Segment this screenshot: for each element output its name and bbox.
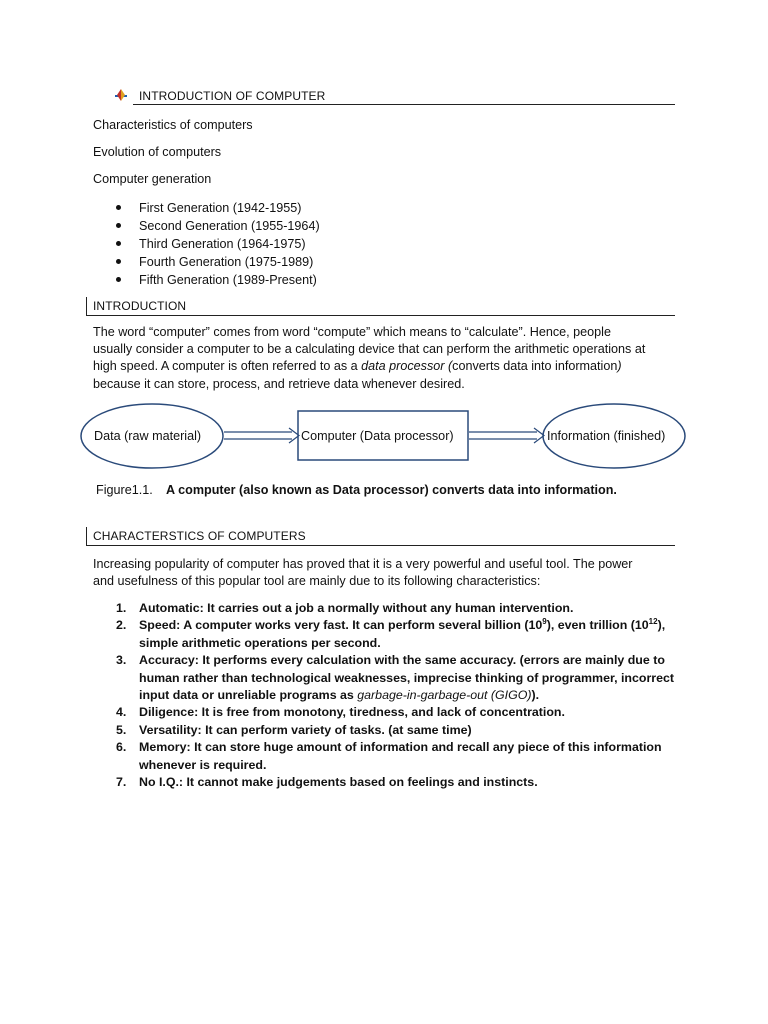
diagram-input-label: Data (raw material)	[94, 429, 202, 443]
diagram-process-label: Computer (Data processor)	[301, 429, 454, 443]
list-item: 5. Versatility: It can perform variety of tasks. (at same time)	[116, 722, 472, 737]
intro-paragraph	[93, 324, 645, 393]
topic-characteristics: Characteristics of computers	[93, 118, 253, 132]
char-heading-bar	[86, 527, 87, 545]
characteristics-list	[116, 600, 674, 791]
list-item: 2. Speed: A computer works very fast. It can perform several billion $(10^9)$, even trillion $(10^{12})$, simple arithmetic operations per second.	[116, 617, 666, 650]
figure-caption: A computer (also known as Data processor) converts data into information.	[166, 483, 617, 497]
characteristics-heading: CHARACTERSTICS OF COMPUTERS	[93, 529, 306, 543]
char-heading-rule	[86, 545, 675, 546]
list-item: Third Generation (1964-1975)	[116, 235, 320, 253]
intro-heading-rule	[86, 315, 675, 316]
list-item: 4. Diligence: It is free from monotony, tiredness, and lack of concentration.	[116, 705, 565, 720]
list-item: 3. Accuracy: It performs every calculation with the same accuracy. (errors are mainly due to human rather than technological weaknesses, imprecise thinking of programmer, incorrect input data or unreliable programs as garbage-in-garbage-out (GIGO)).	[116, 653, 675, 703]
bullet-icon	[116, 241, 121, 246]
arrow-2-icon	[469, 428, 544, 443]
bullet-icon	[116, 223, 121, 228]
char-line-2: and usefulness of this popular tool are mainly due to its following characteristics:	[93, 574, 541, 589]
bullet-icon	[116, 205, 121, 210]
list-item: Second Generation (1955-1964)	[116, 217, 320, 235]
list-item: 6. Memory: It can store huge amount of information and recall any piece of this information whenever is required.	[116, 740, 662, 772]
list-item: Fifth Generation (1989-Present)	[116, 271, 320, 289]
figure-label: Figure1.1.	[96, 483, 153, 497]
arrow-1-icon	[224, 428, 299, 443]
list-item: Fourth Generation (1975-1989)	[116, 253, 320, 271]
bullet-icon	[116, 259, 121, 264]
page-title: INTRODUCTION OF COMPUTER	[139, 89, 326, 103]
list-item: 1. Automatic: It carries out a job a normally without any human intervention.	[116, 601, 574, 615]
intro-heading-bar	[86, 297, 87, 315]
intro-line-3: high speed. A computer is often referred to as a data processor (converts data into information)	[93, 359, 622, 374]
diagram-output-label: Information (finished)	[547, 429, 666, 443]
bullet-icon	[116, 277, 121, 282]
topic-evolution: Evolution of computers	[93, 145, 222, 159]
list-item: First Generation (1942-1955)	[116, 199, 320, 217]
intro-line-2: usually consider a computer to be a calculating device that can perform the arithmetic operations at	[93, 342, 646, 357]
title-underline	[133, 104, 675, 105]
char-line-1: Increasing popularity of computer has proved that it is a very powerful and useful tool. The power	[93, 557, 633, 571]
generation-list	[116, 199, 320, 289]
intro-heading: INTRODUCTION	[93, 299, 187, 313]
intro-line-1: The word “computer” comes from word “compute” which means to “calculate”. Hence, people	[93, 325, 611, 339]
list-item: 7. No I.Q.: It cannot make judgements based on feelings and instincts.	[116, 775, 538, 790]
intro-line-4: because it can store, process, and retrieve data whenever desired.	[93, 376, 465, 391]
arrow-bullet-icon	[114, 88, 128, 102]
characteristics-paragraph	[93, 556, 633, 590]
topic-generation: Computer generation	[93, 172, 212, 186]
